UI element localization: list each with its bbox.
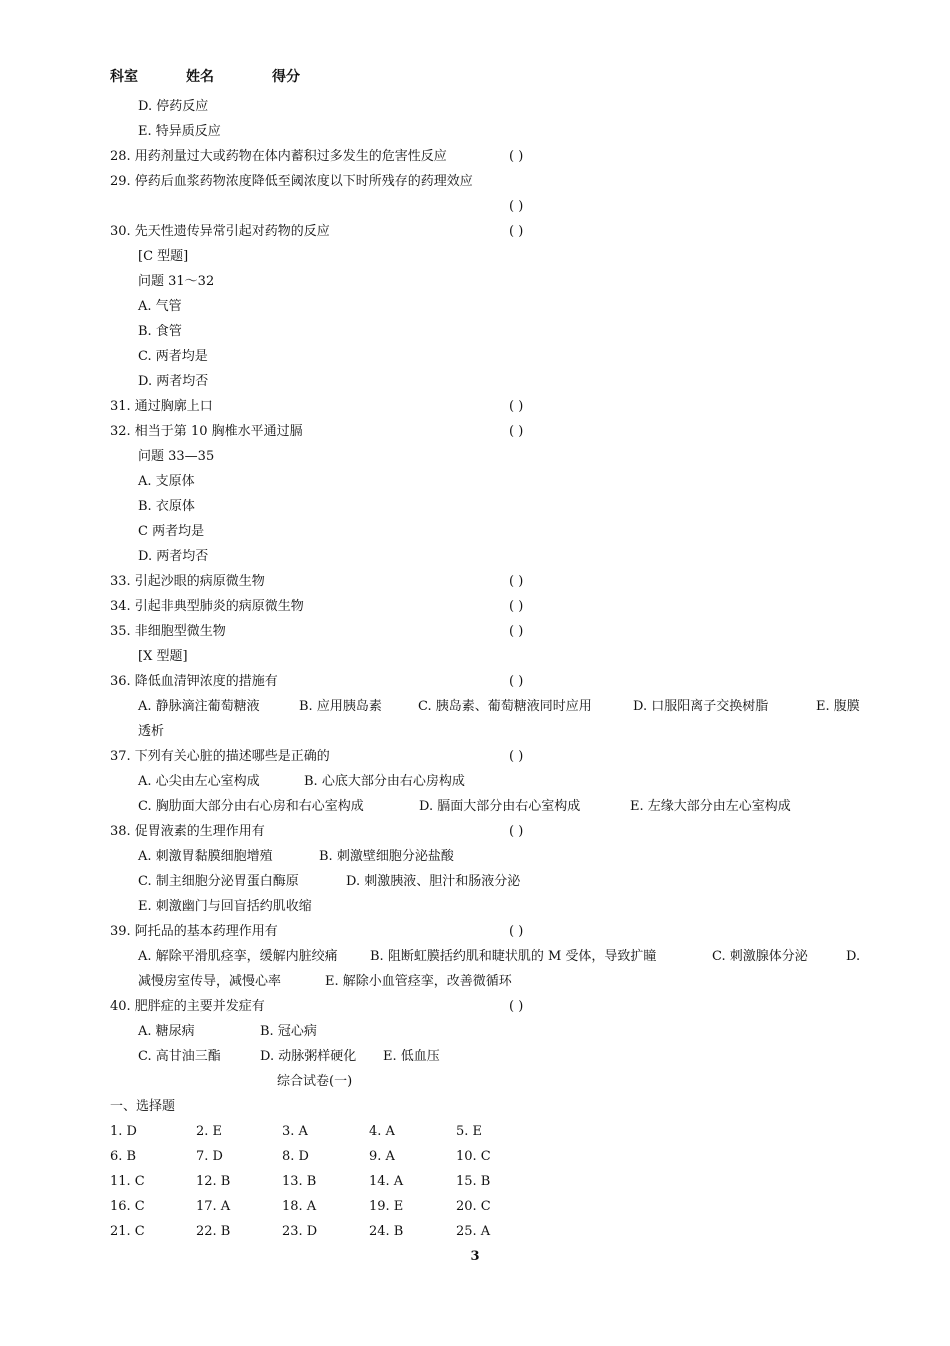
option-item: E. 左缘大部分由左心室构成 (630, 799, 791, 814)
answer-item: 8. D (282, 1149, 309, 1164)
question-text: 38. 促胃液素的生理作用有 (110, 824, 265, 839)
answer-item: 9. A (369, 1149, 395, 1164)
header-dept: 科室 (110, 69, 138, 85)
question-line (0, 919, 950, 944)
question-text: 36. 降低血清钾浓度的措施有 (110, 674, 278, 689)
answer-item: 2. E (196, 1124, 223, 1139)
options-row (0, 1019, 950, 1044)
question-line (0, 669, 950, 694)
option-line: 透析 (138, 724, 165, 739)
option-item: D. (846, 949, 861, 964)
answer-item: 22. B (196, 1224, 231, 1239)
option-line: D. 停药反应 (138, 99, 209, 114)
exam-title: 综合试卷(一) (277, 1074, 353, 1089)
question-line (0, 994, 950, 1019)
question-line (0, 569, 950, 594)
answer-row (0, 1119, 950, 1144)
question-line (0, 219, 950, 244)
option-line: E. 刺激幽门与回盲括约肌收缩 (138, 899, 312, 914)
question-text: 30. 先天性遗传异常引起对药物的反应 (110, 224, 330, 239)
question-text: 35. 非细胞型微生物 (110, 624, 226, 639)
question-line (0, 619, 950, 644)
option-line: A. 支原体 (138, 474, 195, 489)
option-item: A. 刺激胃黏膜细胞增殖 (138, 849, 273, 864)
answer-blank: ( ) (509, 599, 524, 614)
option-item: B. 应用胰岛素 (299, 699, 382, 714)
option-item: E. 腹膜 (816, 699, 860, 714)
answer-row (0, 1144, 950, 1169)
option-item: E. 解除小血管痉挛，改善微循环 (325, 974, 512, 989)
option-item: D. 口服阳离子交换树脂 (633, 699, 769, 714)
question-line (0, 594, 950, 619)
answer-blank: ( ) (509, 674, 524, 689)
answer-item: 24. B (369, 1224, 404, 1239)
options-row (0, 769, 950, 794)
answer-item: 21. C (110, 1224, 145, 1239)
option-line: A. 气管 (138, 299, 182, 314)
answer-row (0, 1194, 950, 1219)
options-row (0, 1044, 950, 1069)
question-text: 28. 用药剂量过大或药物在体内蓄积过多发生的危害性反应 (110, 149, 447, 164)
question-text: 40. 肥胖症的主要并发症有 (110, 999, 265, 1014)
answer-item: 1. D (110, 1124, 137, 1139)
question-list (0, 94, 950, 1244)
option-item: D. 刺激胰液、胆汁和肠液分泌 (346, 874, 521, 889)
answer-item: 23. D (282, 1224, 318, 1239)
answer-item: 7. D (196, 1149, 223, 1164)
option-item: C. 高甘油三酯 (138, 1049, 221, 1064)
option-item: C. 制主细胞分泌胃蛋白酶原 (138, 874, 299, 889)
question-text: 33. 引起沙眼的病原微生物 (110, 574, 265, 589)
option-item: E. 低血压 (383, 1049, 440, 1064)
option-line: C. 两者均是 (138, 349, 208, 364)
answer-blank: ( ) (509, 624, 524, 639)
option-item: D. 动脉粥样硬化 (260, 1049, 357, 1064)
option-item: C. 胰岛素、葡萄糖液同时应用 (418, 699, 592, 714)
answer-item: 19. E (369, 1199, 404, 1214)
option-item: B. 阻断虹膜括约肌和睫状肌的 M 受体，导致扩瞳 (370, 949, 657, 964)
question-line (0, 169, 950, 194)
question-text: 31. 通过胸廓上口 (110, 399, 213, 414)
answer-item: 3. A (282, 1124, 308, 1139)
answer-blank: ( ) (509, 224, 524, 239)
option-item: A. 糖尿病 (138, 1024, 195, 1039)
answer-item: 6. B (110, 1149, 137, 1164)
answer-blank: ( ) (509, 399, 524, 414)
options-row (0, 694, 950, 719)
answer-blank: ( ) (509, 149, 524, 164)
option-item: B. 刺激壁细胞分泌盐酸 (319, 849, 454, 864)
answer-item: 4. A (369, 1124, 395, 1139)
question-text: 29. 停药后血浆药物浓度降低至阈浓度以下时所残存的药理效应 (110, 174, 473, 189)
options-row (0, 844, 950, 869)
answer-blank: ( ) (509, 999, 524, 1014)
answer-item: 17. A (196, 1199, 231, 1214)
option-line: 问题 31～32 (138, 274, 215, 289)
option-item: B. 冠心病 (260, 1024, 317, 1039)
question-text: 37. 下列有关心脏的描述哪些是正确的 (110, 749, 330, 764)
answer-item: 16. C (110, 1199, 145, 1214)
header-score: 得分 (272, 69, 300, 85)
answer-row (0, 1169, 950, 1194)
page-number: 3 (470, 1249, 480, 1264)
option-line: C 两者均是 (138, 524, 205, 539)
options-row (0, 794, 950, 819)
option-item: A. 解除平滑肌痉挛，缓解内脏绞痛 (138, 949, 338, 964)
option-line: E. 特异质反应 (138, 124, 221, 139)
option-line: [X 型题] (138, 649, 188, 664)
answer-item: 25. A (456, 1224, 491, 1239)
option-item: 减慢房室传导，减慢心率 (138, 974, 282, 989)
answer-blank: ( ) (509, 199, 524, 214)
answer-item: 10. C (456, 1149, 491, 1164)
option-item: A. 心尖由左心室构成 (138, 774, 260, 789)
answer-item: 14. A (369, 1174, 404, 1189)
answer-blank: ( ) (509, 424, 524, 439)
question-line (0, 419, 950, 444)
answer-item: 12. B (196, 1174, 231, 1189)
question-line (0, 744, 950, 769)
option-item: C. 胸肋面大部分由右心房和右心室构成 (138, 799, 364, 814)
option-line: D. 两者均否 (138, 549, 209, 564)
answer-row (0, 1219, 950, 1244)
question-text: 32. 相当于第 10 胸椎水平通过膈 (110, 424, 303, 439)
option-line: [C 型题] (138, 249, 189, 264)
answer-item: 20. C (456, 1199, 491, 1214)
question-line (0, 819, 950, 844)
answer-blank-line (0, 194, 950, 219)
header-name: 姓名 (186, 69, 214, 85)
answer-blank: ( ) (509, 924, 524, 939)
answer-item: 13. B (282, 1174, 317, 1189)
answer-item: 11. C (110, 1174, 145, 1189)
options-row (0, 944, 950, 969)
answer-item: 15. B (456, 1174, 491, 1189)
question-line (0, 144, 950, 169)
answer-blank: ( ) (509, 574, 524, 589)
options-row (0, 969, 950, 994)
question-text: 39. 阿托品的基本药理作用有 (110, 924, 278, 939)
question-text: 34. 引起非典型肺炎的病原微生物 (110, 599, 304, 614)
option-item: D. 膈面大部分由右心室构成 (419, 799, 581, 814)
answer-blank: ( ) (509, 824, 524, 839)
option-item: B. 心底大部分由右心房构成 (304, 774, 465, 789)
question-line (0, 394, 950, 419)
answer-item: 5. E (456, 1124, 483, 1139)
option-item: C. 刺激腺体分泌 (712, 949, 808, 964)
option-line: B. 食管 (138, 324, 182, 339)
option-line: B. 衣原体 (138, 499, 195, 514)
section-heading: 一、选择题 (110, 1099, 176, 1114)
answer-item: 18. A (282, 1199, 317, 1214)
answer-blank: ( ) (509, 749, 524, 764)
option-line: 问题 33—35 (138, 449, 215, 464)
option-line: D. 两者均否 (138, 374, 209, 389)
options-row (0, 869, 950, 894)
option-item: A. 静脉滴注葡萄糖液 (138, 699, 260, 714)
